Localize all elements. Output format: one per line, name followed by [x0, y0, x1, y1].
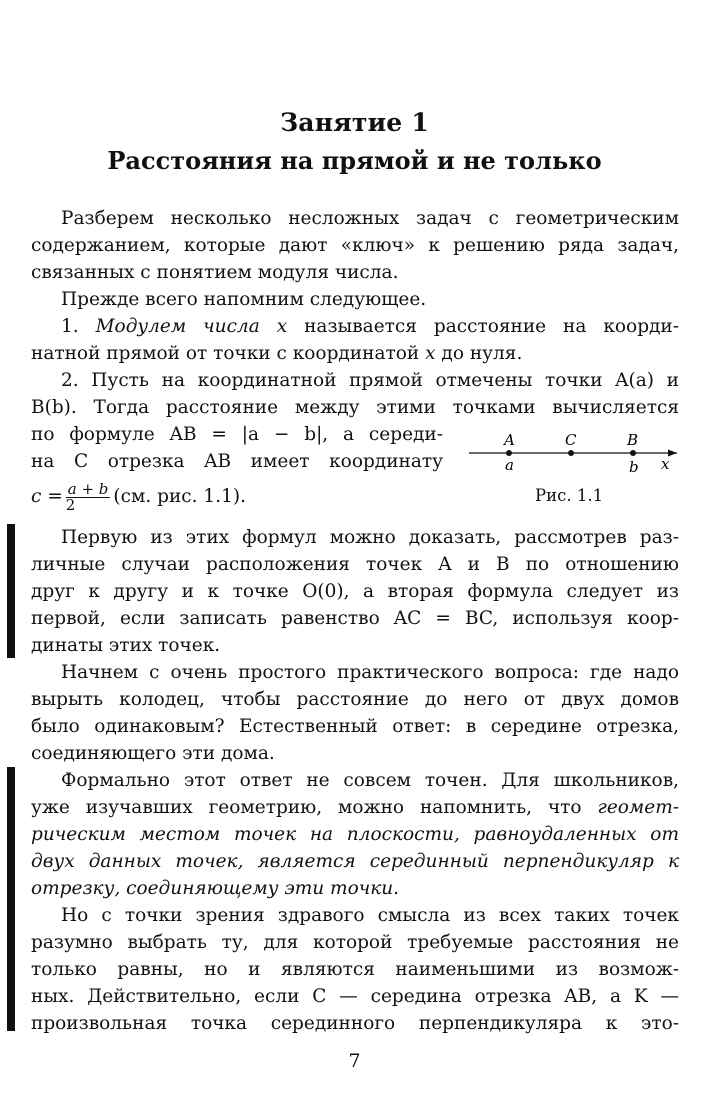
para1-line2: содержанием, которые дают «ключ» к решению ряда задач,: [31, 235, 679, 256]
item2-line3: по формуле AB = |a − b|, а середи-: [31, 424, 443, 445]
para3-line1: Первую из этих формул можно доказать, рассмотрев раз-: [61, 527, 679, 548]
fraction-denominator: 2: [65, 495, 76, 514]
para6-line3: только равны, но и являются наименьшими из возмож-: [31, 959, 679, 980]
para6-line5: произвольная точка серединного перпендикуляра к это-: [31, 1013, 679, 1034]
item2-line2: B(b). Тогда расстояние между этими точками вычисляется: [31, 397, 679, 418]
para5-line2: уже изучавших геометрию, можно напомнить, что геомет-: [31, 797, 679, 818]
figure-caption: Рис. 1.1: [535, 486, 604, 505]
label-point-b: B: [627, 431, 639, 449]
lesson-title: Занятие 1: [280, 108, 429, 137]
para6-line2: разумно выбрать ту, для которой требуемые расстояния не: [31, 932, 679, 953]
para4-line1: Начнем с очень простого практического вопроса: где надо: [61, 662, 679, 683]
para2-line1: Прежде всего напомним следующее.: [61, 289, 427, 310]
lesson-subtitle: Расстояния на прямой и не только: [107, 146, 602, 175]
para4-line2: вырыть колодец, чтобы расстояние до него от двух домов: [31, 689, 679, 710]
para4-line4: соединяющего эти дома.: [31, 743, 275, 764]
item1-line1: [61, 313, 679, 340]
label-coord-b: b: [629, 458, 639, 476]
formula-c: c =: [31, 486, 63, 507]
item1-var-x-2: x: [425, 343, 436, 364]
item1-term: Модулем числа: [95, 316, 260, 337]
fraction-numerator: a + b: [67, 480, 109, 498]
margin-rule-1: [7, 524, 15, 658]
point-b-dot: [630, 450, 636, 456]
item2-line5: c = $\frac{a + b}{2}$ (см. рис. 1.1).: [31, 480, 246, 514]
item1-line2: натной прямой от точки с координатой x до нуля.: [31, 343, 523, 364]
label-point-c: C: [565, 431, 577, 449]
item2-line1: 2. Пусть на координатной прямой отмечены точки A(a) и: [61, 370, 679, 391]
para5-line4: двух данных точек, является серединный перпендикуляр к: [31, 851, 679, 872]
para5-line3: рическим местом точек на плоскости, равноудаленных от: [31, 824, 679, 845]
point-c-dot: [568, 450, 574, 456]
item1-number: 1.: [61, 316, 79, 337]
para1-line3: связанных с понятием модуля числа.: [31, 262, 399, 283]
margin-rule-2: [7, 767, 15, 1031]
label-point-a: A: [504, 431, 515, 449]
para4-line3: было одинаковым? Естественный ответ: в середине отрезка,: [31, 716, 679, 737]
para1-line1: Разберем несколько несложных задач с геометрическим: [61, 208, 679, 229]
item1-var-x: x: [276, 316, 288, 337]
label-coord-a: a: [505, 456, 514, 474]
item1-rest: называется расстояние на коорди-: [304, 316, 679, 337]
para6-line4: ных. Действительно, если C — середина отрезка AB, а K —: [31, 986, 679, 1007]
midpoint-fraction: [66, 482, 111, 513]
page-number: 7: [348, 1050, 361, 1072]
para3-line2: личные случаи расположения точек A и B по отношению: [31, 554, 679, 575]
para5-line1: Формально этот ответ не совсем точен. Для школьников,: [61, 770, 679, 791]
para5-line5: отрезку, соединяющему эти точки.: [31, 878, 400, 899]
para6-line1: Но с точки зрения здравого смысла из всех таких точек: [61, 905, 679, 926]
para3-line3: друг к другу и к точке O(0), а вторая формула следует из: [31, 581, 679, 602]
item2-line4: на C отрезка AB имеет координату: [31, 451, 443, 472]
label-axis-x: x: [661, 455, 670, 473]
para3-line4: первой, если записать равенство AC = BC, используя коор-: [31, 608, 679, 629]
para3-line5: динаты этих точек.: [31, 635, 221, 656]
